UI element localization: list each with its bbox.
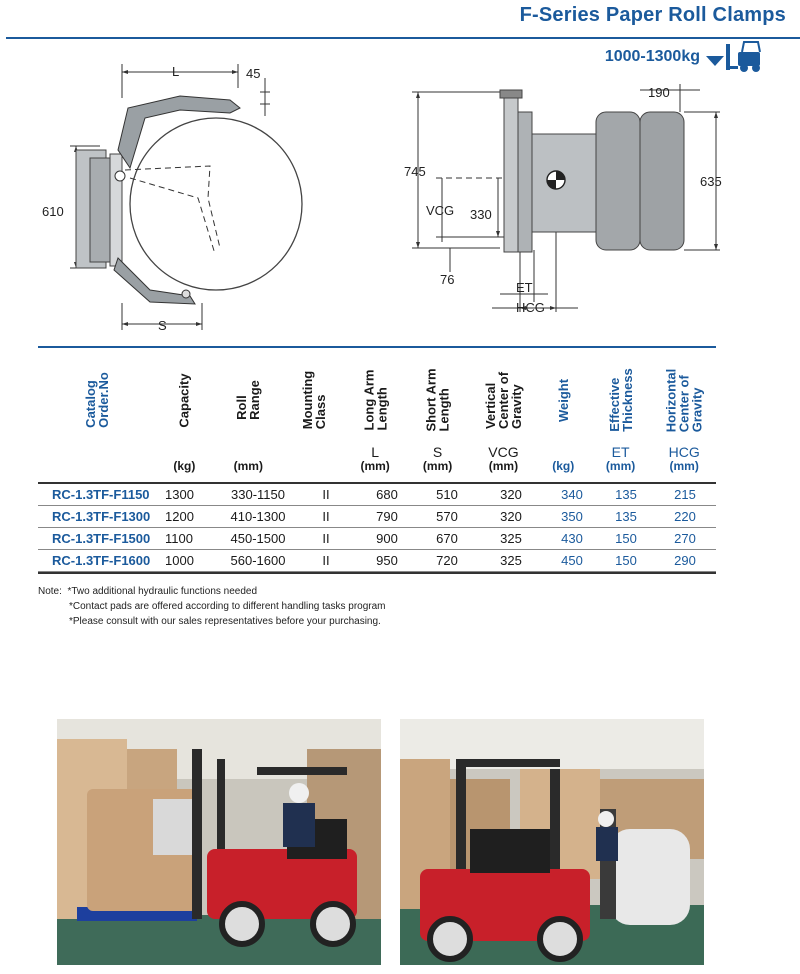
dim-635-label: 635 xyxy=(700,174,722,189)
cell-roll-range: 450-1500 xyxy=(220,528,296,550)
col-header-et: Effective Thickness xyxy=(606,368,635,432)
cell-hcg: 290 xyxy=(654,550,716,572)
cell-roll-range: 560-1600 xyxy=(220,550,296,572)
forklift-icon xyxy=(704,40,766,74)
cell-order-no: RC-1.3TF-F1150 xyxy=(38,484,164,506)
cell-roll-range: 330-1150 xyxy=(220,484,296,506)
unit-cell: (kg) xyxy=(173,459,196,473)
unit-cell: (mm) xyxy=(233,459,263,473)
col-header-roll-range: Roll Range xyxy=(234,380,263,420)
table-row xyxy=(38,550,716,572)
table-bottom-rule xyxy=(38,572,716,574)
cell-hcg: 215 xyxy=(654,484,716,506)
unit-cell: HCG (mm) xyxy=(668,444,700,473)
cell-mounting-class: II xyxy=(296,528,356,550)
forklift-photo-icon xyxy=(400,719,704,965)
col-header-long-arm: Long Arm Length xyxy=(361,369,390,431)
cell-order-no: RC-1.3TF-F1500 xyxy=(38,528,164,550)
capacity-badge xyxy=(605,40,766,74)
cell-short-arm: 510 xyxy=(418,484,476,506)
col-header-short-arm: Short Arm Length xyxy=(423,368,452,432)
cell-vcg: 320 xyxy=(476,484,546,506)
cell-short-arm: 670 xyxy=(418,528,476,550)
cell-weight: 430 xyxy=(546,528,598,550)
notes-block xyxy=(38,584,386,629)
cell-order-no: RC-1.3TF-F1600 xyxy=(38,550,164,572)
dim-610-label: 610 xyxy=(42,204,64,219)
cell-weight: 340 xyxy=(546,484,598,506)
cell-long-arm: 900 xyxy=(356,528,418,550)
cell-hcg: 220 xyxy=(654,506,716,528)
note-item: *Please consult with our sales representatives before your purchasing. xyxy=(69,616,381,627)
cell-long-arm: 680 xyxy=(356,484,418,506)
page-title: F-Series Paper Roll Clamps xyxy=(519,4,786,26)
dim-330-label: 330 xyxy=(470,207,492,222)
cell-capacity: 1100 xyxy=(164,528,220,550)
cell-weight: 350 xyxy=(546,506,598,528)
unit-cell: (kg) xyxy=(552,459,575,473)
unit-cell: VCG (mm) xyxy=(488,444,519,473)
cell-vcg: 325 xyxy=(476,550,546,572)
cell-et: 135 xyxy=(598,506,654,528)
col-header-order-no: Catalog Order.No xyxy=(83,372,112,428)
unit-cell xyxy=(284,444,344,482)
cell-capacity: 1000 xyxy=(164,550,220,572)
cell-roll-range: 410-1300 xyxy=(220,506,296,528)
col-header-capacity: Capacity xyxy=(176,372,192,428)
clamp-side-view-drawing xyxy=(400,72,730,322)
table-row xyxy=(38,506,716,528)
dim-745-label: 745 xyxy=(404,164,426,179)
note-item: *Two additional hydraulic functions needed xyxy=(67,586,258,597)
dim-45-label: 45 xyxy=(246,66,261,81)
forklift-photo-right xyxy=(400,719,704,965)
dim-S-label: S xyxy=(158,318,167,333)
cell-vcg: 320 xyxy=(476,506,546,528)
note-item: *Contact pads are offered according to different handling tasks program xyxy=(69,601,386,612)
clamp-top-view-drawing xyxy=(30,58,330,338)
unit-cell: S (mm) xyxy=(422,444,453,473)
table-row xyxy=(38,528,716,550)
col-header-vcg: Vertical Center of Gravity xyxy=(482,371,524,429)
forklift-photo-icon xyxy=(57,719,381,965)
cell-mounting-class: II xyxy=(296,506,356,528)
table-header-row xyxy=(38,348,716,444)
cell-short-arm: 720 xyxy=(418,550,476,572)
dim-190-label: 190 xyxy=(648,85,670,100)
table-row xyxy=(38,484,716,506)
cell-short-arm: 570 xyxy=(418,506,476,528)
dim-vcg-label: VCG xyxy=(426,203,455,218)
dim-76-label: 76 xyxy=(440,272,455,287)
col-header-weight: Weight xyxy=(555,378,571,422)
dim-hcg-label: HCG xyxy=(516,300,545,315)
table-units-row xyxy=(38,444,716,482)
col-header-mounting-class: Mounting Class xyxy=(300,370,329,430)
dim-et-label: ET xyxy=(516,280,533,295)
unit-cell xyxy=(38,444,156,482)
cell-capacity: 1200 xyxy=(164,506,220,528)
cell-et: 135 xyxy=(598,484,654,506)
cell-long-arm: 950 xyxy=(356,550,418,572)
capacity-range: 1000-1300kg xyxy=(604,48,700,65)
cell-mounting-class: II xyxy=(296,484,356,506)
forklift-photo-left xyxy=(57,719,381,965)
unit-cell: ET (mm) xyxy=(605,444,636,473)
cell-et: 150 xyxy=(598,528,654,550)
notes-label: Note: xyxy=(38,586,62,597)
cell-order-no: RC-1.3TF-F1300 xyxy=(38,506,164,528)
cell-hcg: 270 xyxy=(654,528,716,550)
cell-et: 150 xyxy=(598,550,654,572)
col-header-hcg: Horizontal Center of Gravity xyxy=(663,368,705,432)
cell-mounting-class: II xyxy=(296,550,356,572)
cell-weight: 450 xyxy=(546,550,598,572)
title-divider xyxy=(6,37,800,39)
cell-vcg: 325 xyxy=(476,528,546,550)
unit-cell: L (mm) xyxy=(360,444,390,473)
dim-L-label: L xyxy=(172,64,180,79)
cell-capacity: 1300 xyxy=(164,484,220,506)
spec-table xyxy=(38,346,716,574)
cell-long-arm: 790 xyxy=(356,506,418,528)
